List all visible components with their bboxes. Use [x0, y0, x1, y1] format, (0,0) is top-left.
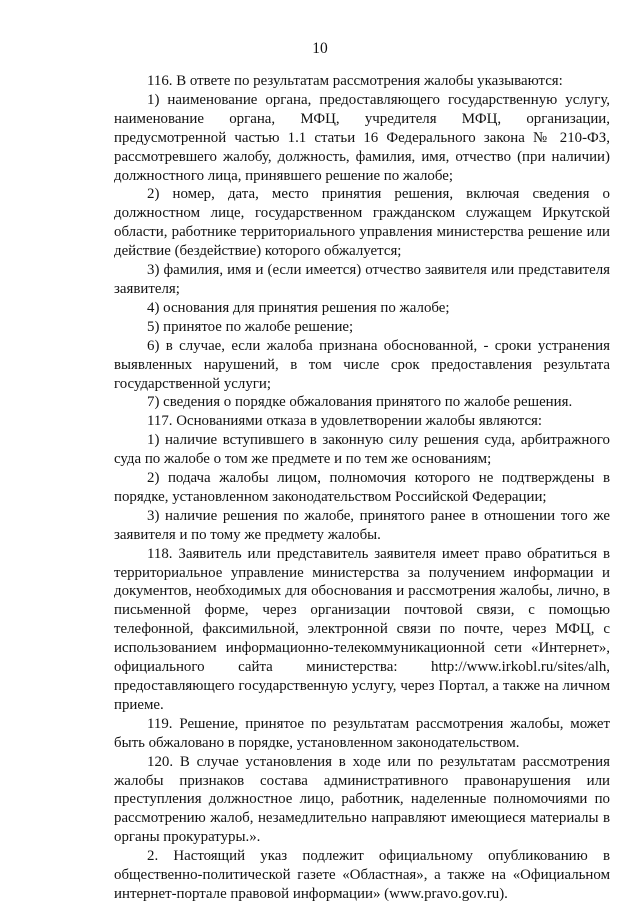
paragraph-116-item-7: 7) сведения о порядке обжалования принятого по жалобе решения. — [147, 394, 573, 411]
page-number: 10 — [312, 40, 328, 57]
paragraph-117-item-3: 3) наличие решения по жалобе, принятого ранее в отношении того же заявителя и по тому же предмету жалобы. — [114, 507, 610, 543]
paragraph-116-item-4: 4) основания для принятия решения по жалобе; — [147, 299, 450, 316]
paragraph-116-item-2: 2) номер, дата, место принятия решения, включая сведения о должностном лице, государственном гражданском служащем Иркутской области, работнике территориального управления министерства решение или действие (бездействие) которого обжалуется; — [114, 186, 610, 260]
paragraph-118: 118. Заявитель или представитель заявителя имеет право обратиться в территориальное управление министерства за получением информации и документов, необходимых для обоснования и рассмотрения жалобы, лично, в письменной форме, через организации почтовой связи, с помощью телефонной, факсимильной, электронной связи по почте, через МФЦ, с использованием информационно-телекоммуникационной сети «Интернет», официального сайта министерства: http://www.irkobl.ru/sites/alh, предоставляющего государственную услугу, через Портал, а также на личном приеме. — [114, 545, 610, 713]
paragraph-116: 116. В ответе по результатам рассмотрения жалобы указываются: — [147, 73, 563, 89]
paragraph-publication: 2. Настоящий указ подлежит официальному опубликованию в общественно-политической газете «Областная», а также на «Официальном интернет-портале правовой информации» (www.pravo.gov.ru). — [114, 848, 610, 902]
paragraph-116-item-3: 3) фамилия, имя и (если имеется) отчество заявителя или представителя заявителя; — [114, 262, 610, 297]
paragraph-116-item-6: 6) в случае, если жалоба признана обоснованной, - сроки устранения выявленных нарушений, в том числе срок предоставления результата государственной услуги; — [114, 337, 610, 392]
paragraph-119: 119. Решение, принятое по результатам рассмотрения жалобы, может быть обжаловано в порядке, установленном законодательством. — [114, 715, 610, 751]
paragraph-117-item-2: 2) подача жалобы лицом, полномочия которого не подтверждены в порядке, установленном законодательством Российской Федерации; — [114, 470, 610, 505]
paragraph-116-item-1: 1) наименование органа, предоставляющего государственную услугу, наименование органа, МФЦ, учредителя МФЦ, организации, предусмотренной частью 1.1 статьи 16 Федерального закона № 210-ФЗ, рассмотревшего жалобу, должность, фамилия, имя, отчество (при наличии) должностного лица, принявшего решение по жалобе; — [114, 91, 610, 184]
document-body — [114, 72, 610, 904]
paragraph-116-item-5: 5) принятое по жалобе решение; — [147, 318, 354, 335]
paragraph-117: 117. Основаниями отказа в удовлетворении жалобы являются: — [147, 413, 543, 430]
paragraph-117-item-1: 1) наличие вступившего в законную силу решения суда, арбитражного суда по жалобе о том же предмете и по тем же основаниям; — [114, 432, 610, 468]
paragraph-120: 120. В случае установления в ходе или по результатам рассмотрения жалобы признаков состава административного правонарушения или преступления должностное лицо, работник, наделенные полномочиями по рассмотрению жалоб, незамедлительно направляют имеющиеся материалы в органы прокуратуры.». — [114, 753, 610, 846]
